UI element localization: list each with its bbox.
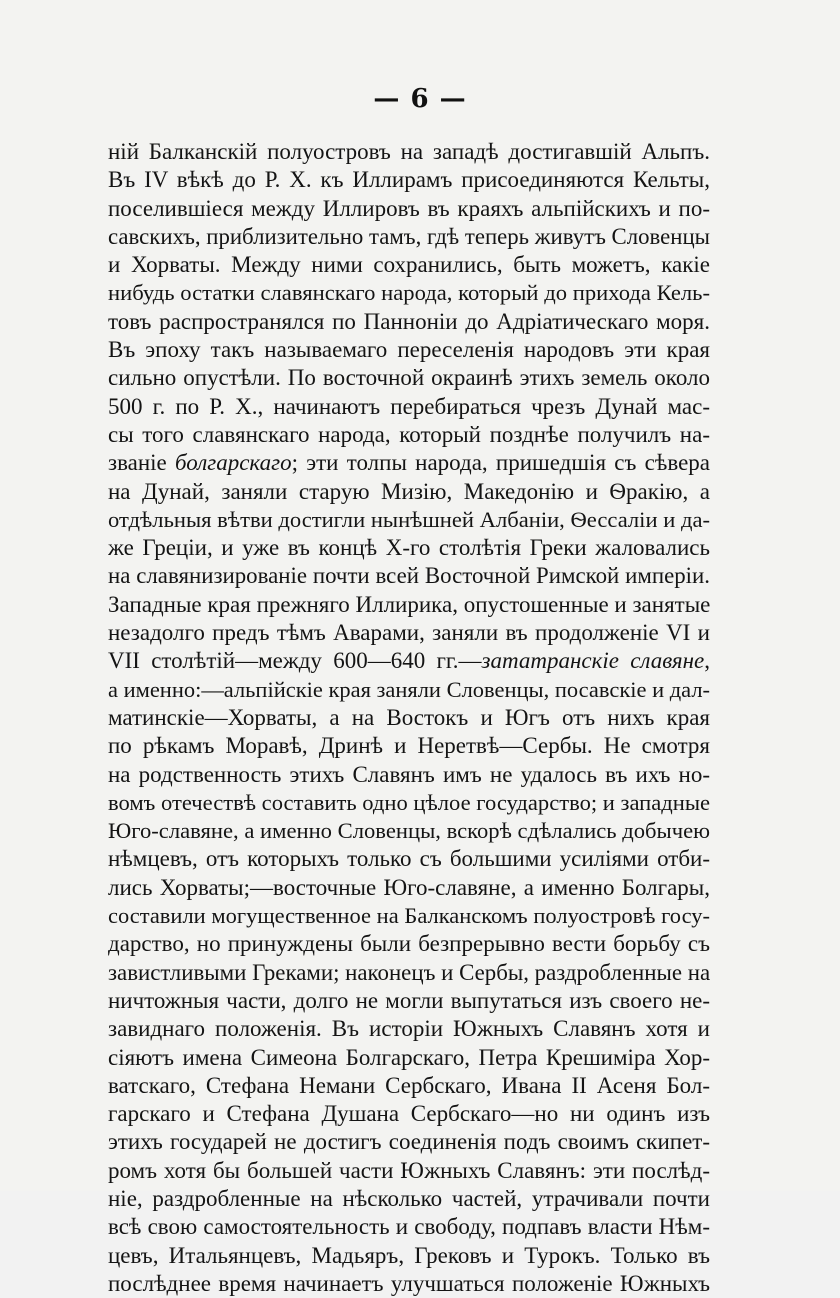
text-run: гарскаго и Стефана Душана Сербскаго—но ни одинъ изъ xyxy=(108,1101,710,1127)
page-number: — 6 — xyxy=(373,84,467,114)
text-run: ватскаго, Стефана Немани Сербскаго, Ивана II Асеня Бол- xyxy=(108,1072,710,1098)
text-run: вомъ отечествѣ составить одно цѣлое государство; и западные xyxy=(108,789,710,815)
text-run: Юго-славяне, а именно Словенцы, вскорѣ сдѣлались добычею xyxy=(108,818,710,844)
text-line xyxy=(108,591,710,619)
text-line xyxy=(108,534,710,562)
text-run: ніе, раздробленные на нѣсколько частей, утрачивали почти xyxy=(108,1185,710,1211)
text-run: на славянизированіе почти всей Восточной Римской имперіи. xyxy=(108,563,710,589)
text-line xyxy=(108,393,710,421)
text-run: Въ IV вѣкѣ до Р. Х. къ Иллирамъ присоединяются Кельты, xyxy=(108,167,710,193)
text-line xyxy=(108,1100,710,1128)
text-line xyxy=(108,506,710,534)
text-run: послѣднее время начинаетъ улучшаться положеніе Южныхъ xyxy=(108,1270,710,1296)
text-run: цевъ, Итальянцевъ, Мадьяръ, Грековъ и Турокъ. Только въ xyxy=(108,1242,710,1268)
text-line xyxy=(108,1015,710,1043)
text-line xyxy=(108,930,710,958)
text-line xyxy=(108,1270,710,1298)
text-run: по рѣкамъ Моравѣ, Дринѣ и Неретвѣ—Сербы. Не смотря xyxy=(108,733,710,759)
text-run: на родственность этихъ Славянъ имъ не удалось въ ихъ но- xyxy=(108,761,710,787)
text-run: , xyxy=(704,648,710,674)
text-line xyxy=(108,619,710,647)
italic-text: болгарскаго xyxy=(175,450,292,476)
text-line xyxy=(108,308,710,336)
text-run: завиднаго положенія. Въ исторіи Южныхъ Славянъ хотя и xyxy=(108,1016,710,1042)
text-line xyxy=(108,478,710,506)
text-run: лись Хорваты;—восточные Юго-славяне, а именно Болгары, xyxy=(108,874,710,900)
text-run: ній Балканскій полуостровъ на западѣ достигавшій Альпъ. xyxy=(108,139,710,164)
text-line xyxy=(108,761,710,789)
text-run: матинскіе—Хорваты, а на Востокъ и Югъ отъ нихъ края xyxy=(108,704,710,730)
text-line xyxy=(108,138,710,166)
text-run: этихъ государей не достигъ соединенія подъ своимъ скипет- xyxy=(108,1129,710,1155)
text-run: на Дунай, заняли старую Мизію, Македонію и Ѳракію, а xyxy=(108,478,710,504)
text-run: сіяютъ имена Симеона Болгарскаго, Петра Крешиміра Хор- xyxy=(108,1044,710,1070)
text-line xyxy=(108,704,710,732)
text-line xyxy=(108,874,710,902)
text-run: савскихъ, приблизительно тамъ, гдѣ теперь живутъ Словенцы xyxy=(108,223,710,249)
text-run: завистливыми Греками; наконецъ и Сербы, раздробленные на xyxy=(108,959,710,985)
text-line xyxy=(108,1242,710,1270)
text-line xyxy=(108,336,710,364)
body-text xyxy=(108,138,710,1298)
text-run: сильно опустѣли. По восточной окраинѣ этихъ земель около xyxy=(108,365,710,391)
text-line xyxy=(108,902,710,930)
text-run: товъ распространялся по Панноніи до Адріатическаго моря. xyxy=(108,308,710,334)
text-run: отдѣльныя вѣтви достигли нынѣшней Албаніи, Ѳессаліи и да- xyxy=(108,506,710,532)
text-line xyxy=(108,817,710,845)
text-run: ничтожныя части, долго не могли выпутаться изъ своего не- xyxy=(108,987,710,1013)
text-line xyxy=(108,1072,710,1100)
text-run: дарство, но принуждены были безпрерывно вести борьбу съ xyxy=(108,931,710,957)
text-line xyxy=(108,732,710,760)
text-line xyxy=(108,1213,710,1241)
text-run: нибудь остатки славянскаго народа, который до прихода Кель- xyxy=(108,280,710,306)
text-line xyxy=(108,959,710,987)
text-line xyxy=(108,279,710,307)
text-line xyxy=(108,1185,710,1213)
text-run: а именно:—альпійскіе края заняли Словенцы, посавскіе и дал- xyxy=(108,676,710,702)
text-line xyxy=(108,421,710,449)
text-run: сы того славянскаго народа, который позднѣе получилъ на- xyxy=(108,421,710,447)
text-run: незадолго предъ тѣмъ Аварами, заняли въ продолженіе VI и xyxy=(108,620,710,646)
text-line xyxy=(108,676,710,704)
text-run: составили могущественное на Балканскомъ полуостровѣ госу- xyxy=(108,903,710,929)
text-line xyxy=(108,223,710,251)
text-line xyxy=(108,449,710,477)
text-run: VII столѣтій—между 600—640 гг.— xyxy=(108,648,482,674)
text-run: званіе xyxy=(108,450,176,476)
text-run: Въ эпоху такъ называемаго переселенія народовъ эти края xyxy=(108,337,710,363)
text-line xyxy=(108,789,710,817)
italic-text: зататранскіе славяне xyxy=(481,648,705,674)
text-line xyxy=(108,1128,710,1156)
text-line xyxy=(108,562,710,590)
text-run: ромъ хотя бы большей части Южныхъ Славянъ: эти послѣд- xyxy=(108,1157,710,1183)
text-line xyxy=(108,1044,710,1072)
text-line xyxy=(108,647,710,675)
text-run: 500 г. по Р. Х., начинаютъ перебираться чрезъ Дунай мас- xyxy=(108,393,710,419)
text-run: всѣ свою самостоятельность и свободу, подпавъ власти Нѣм- xyxy=(108,1214,710,1240)
text-line xyxy=(108,166,710,194)
text-run: и Хорваты. Между ними сохранились, быть можетъ, какіе xyxy=(108,252,710,278)
text-run: ; эти толпы народа, пришедшія съ сѣвера xyxy=(291,450,710,476)
text-line xyxy=(108,364,710,392)
text-run: поселившіеся между Иллировъ въ краяхъ альпійскихъ и по- xyxy=(108,195,710,221)
text-line xyxy=(108,195,710,223)
text-line xyxy=(108,987,710,1015)
text-line xyxy=(108,251,710,279)
text-run: нѣмцевъ, отъ которыхъ только съ большими усиліями отби- xyxy=(108,846,710,872)
text-run: же Греціи, и уже въ концѣ X-го столѣтія Греки жаловались xyxy=(108,535,710,561)
text-line xyxy=(108,845,710,873)
text-run: Западные края прежняго Иллирика, опустошенные и занятые xyxy=(108,591,710,617)
text-line xyxy=(108,1157,710,1185)
